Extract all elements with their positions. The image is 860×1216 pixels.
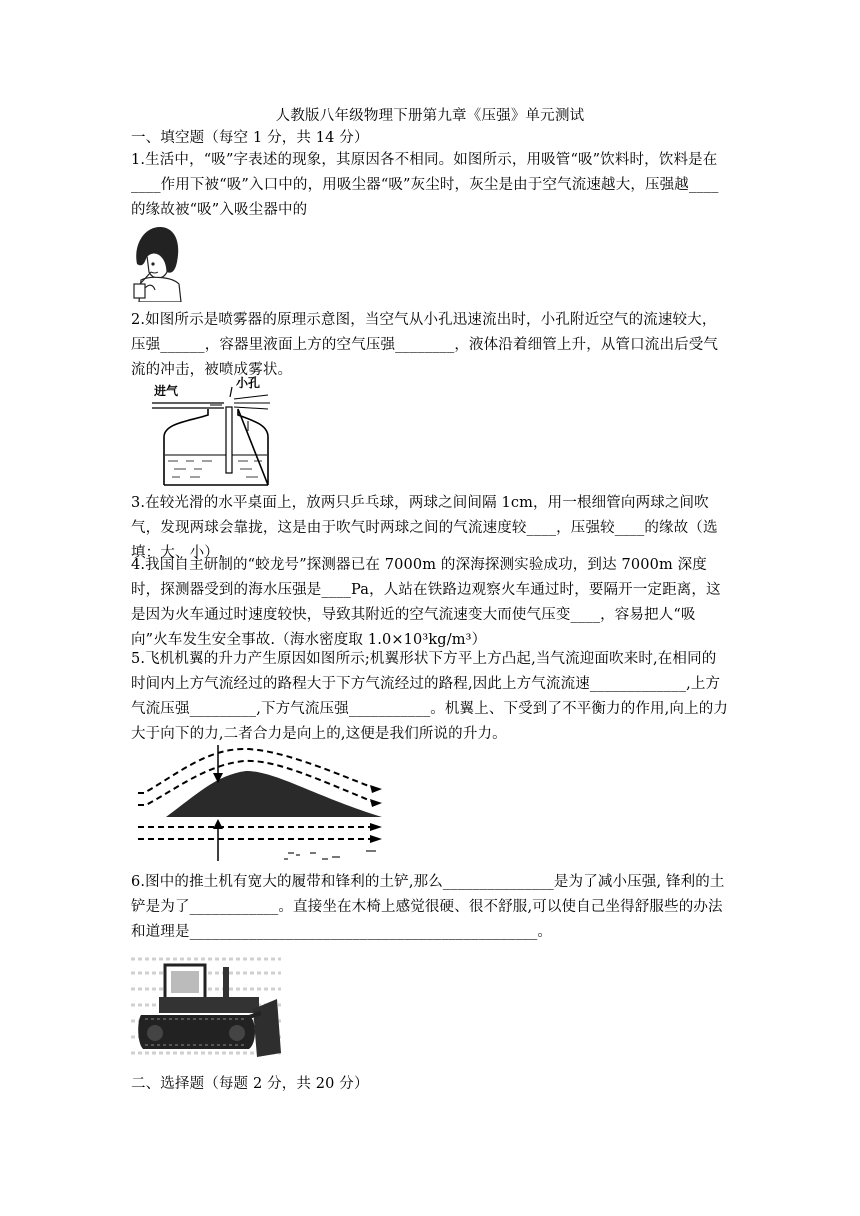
document-title: 人教版八年级物理下册第九章《压强》单元测试: [275, 108, 585, 124]
section1-heading: 一、填空题（每空 1 分，共 14 分）: [131, 130, 369, 146]
question-2: 2.如图所示是喷雾器的原理示意图，当空气从小孔迅速流出时，小孔附近空气的流速较大，压强______，容器里液面上方的空气压强________，液体沿着细管上升，从管口流出后受气流的冲击，被喷成雾状。: [131, 312, 719, 378]
question-5: 5.飞机机翼的升力产生原因如图所示;机翼形状下方平上方凸起,当气流迎面吹来时,在相同的时间内上方气流经过的路程大于下方气流经过的路程,因此上方气流流速_____________,上方气流压强_________,下方气流压强___________。机翼上、下受到了不平衡力的作用,向上的力大于向下的力,二者合力是向上的,这便是我们所说的升力。: [131, 651, 729, 742]
girl-drinking-figure: [131, 222, 183, 302]
question-6: 6.图中的推土机有宽大的履带和锋利的土铲,那么_______________是为了减小压强, 锋利的土铲是为了____________。直接坐在木椅上感觉很硬、很不舒服,可以使自己坐得舒服些的办法和道理是_______________________________________________。: [131, 874, 725, 940]
bulldozer-figure: [131, 953, 285, 1065]
inlet-label: 进气: [154, 384, 179, 398]
question-4: 4.我国自主研制的“蛟龙号”探测器已在 7000m 的深海探测实验成功，到达 7000m 深度时，探测器受到的海水压强是____Pa，人站在铁路边观察火车通过时，要隔开一定距离，这是因为火车通过时速度较快，导致其附近的空气流速变大而使气压变____，容易把人“吸向”火车发生安全事故.（海水密度取 1.0×10³kg/m³）: [131, 557, 721, 648]
hole-label: 小孔: [236, 376, 261, 390]
question-3: 3.在较光滑的水平桌面上，放两只乒乓球，两球之间间隔 1cm，用一根细管向两球之间吹气，发现两球会靠拢，这是由于吹气时两球之间的气流速度较____，压强较____的缘故（选填：大、小）.: [131, 495, 718, 561]
question-1: 1.生活中，“吸”字表述的现象，其原因各不相同。如图所示，用吸管“吸”饮料时，饮料是在____作用下被“吸”入口中的，用吸尘器“吸”灰尘时，灰尘是由于空气流速越大，压强越____的缘故被“吸”入吸尘器中的: [131, 152, 719, 218]
section2-heading: 二、选择题（每题 2 分，共 20 分）: [131, 1076, 369, 1092]
sprayer-figure: [150, 375, 275, 487]
airfoil-figure: [136, 745, 388, 867]
